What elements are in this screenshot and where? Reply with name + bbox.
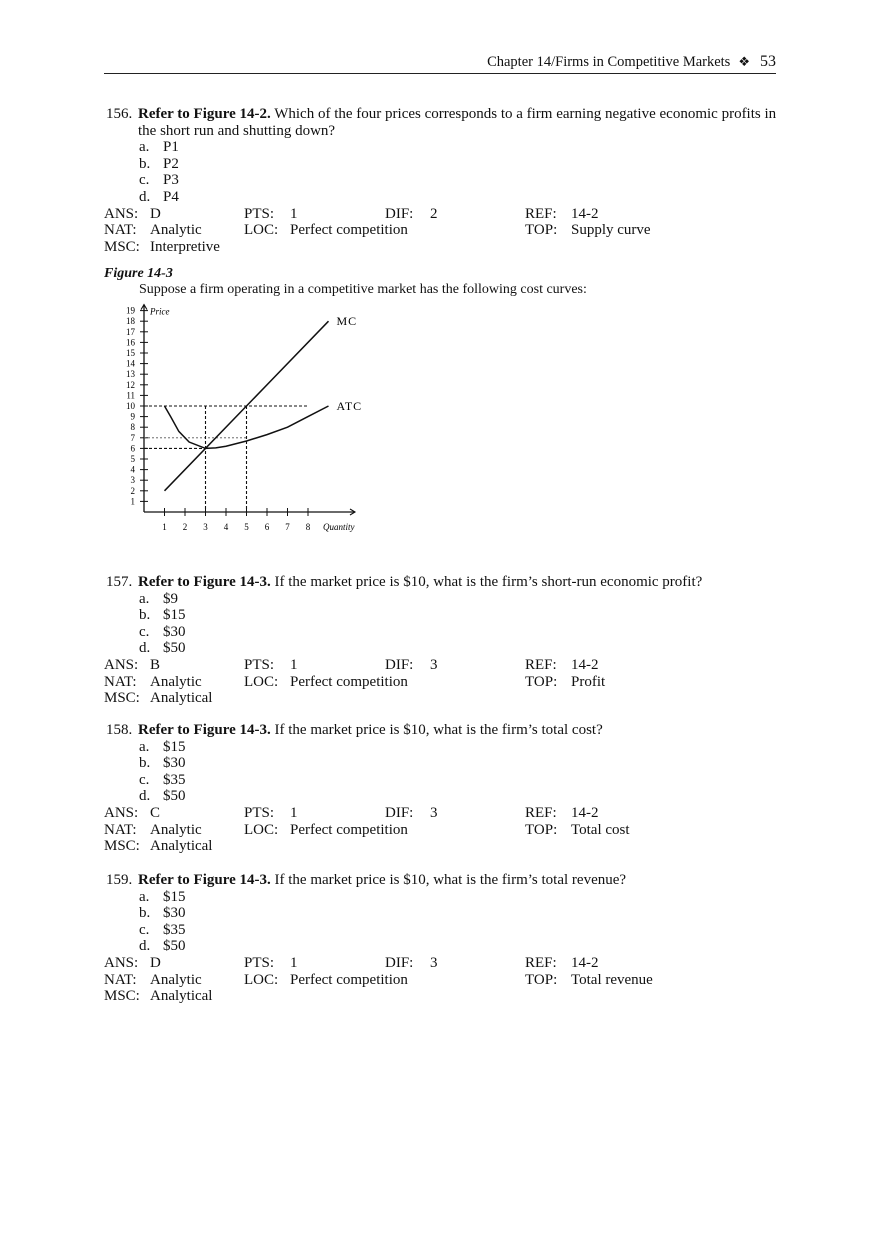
question-text: Which of the four prices corresponds to a firm earning negative economic profits in the short run and shutting down? xyxy=(138,106,777,139)
chapter-title: Chapter 14/Firms in Competitive Markets xyxy=(487,54,731,70)
meta-ref-value: 14-2 xyxy=(571,205,599,222)
meta-top-label: TOP: xyxy=(525,222,558,239)
question-stem xyxy=(104,574,784,591)
page-number: 53 xyxy=(760,53,776,70)
meta-top-value: Total cost xyxy=(571,821,630,838)
meta-ans-label: ANS: xyxy=(104,656,139,673)
answer-meta-row xyxy=(104,239,784,256)
y-tick-label: 15 xyxy=(126,348,135,358)
choice-letter: b. xyxy=(139,755,151,772)
choice-letter: c. xyxy=(139,172,150,189)
meta-loc-value: Perfect competition xyxy=(290,821,408,838)
answer-choice xyxy=(104,772,784,789)
x-tick-label: 1 xyxy=(162,522,167,532)
answer-meta-row xyxy=(104,674,784,691)
choice-text: $50 xyxy=(163,640,186,657)
meta-nat-label: NAT: xyxy=(104,971,137,988)
answer-choice xyxy=(104,889,784,906)
meta-pts-value: 1 xyxy=(290,205,298,222)
choice-text: $15 xyxy=(163,888,186,905)
choice-text: $30 xyxy=(163,905,186,922)
choice-text: $50 xyxy=(163,938,186,955)
meta-msc-value: Interpretive xyxy=(150,238,220,255)
answer-meta-row xyxy=(104,955,784,972)
x-tick-label: 7 xyxy=(285,522,290,532)
series-mc-label: MC xyxy=(336,314,358,329)
meta-dif-label: DIF: xyxy=(385,954,414,971)
meta-msc-value: Analytical xyxy=(150,838,213,855)
question-158 xyxy=(104,722,784,855)
answer-choices xyxy=(104,591,784,657)
meta-dif-label: DIF: xyxy=(385,656,414,673)
meta-top-value: Supply curve xyxy=(571,222,651,239)
meta-pts-label: PTS: xyxy=(244,804,275,821)
answer-choice xyxy=(104,755,784,772)
answer-choice xyxy=(104,922,784,939)
meta-pts-value: 1 xyxy=(290,656,298,673)
answer-choice xyxy=(104,788,784,805)
meta-pts-label: PTS: xyxy=(244,205,275,222)
answer-choices xyxy=(104,889,784,955)
y-tick-label: 3 xyxy=(130,475,135,486)
meta-nat-label: NAT: xyxy=(104,222,137,239)
answer-choice xyxy=(104,607,784,624)
choice-letter: d. xyxy=(139,788,151,805)
meta-ref-label: REF: xyxy=(525,205,557,222)
y-tick-label: 16 xyxy=(126,337,135,348)
page-header xyxy=(104,52,776,74)
y-tick-label: 8 xyxy=(130,422,135,433)
question-stem xyxy=(104,722,784,739)
choice-letter: c. xyxy=(139,921,150,938)
choice-text: $50 xyxy=(163,788,186,805)
choice-letter: a. xyxy=(139,888,150,905)
series-atc-label: ATC xyxy=(336,399,363,413)
meta-msc-value: Analytical xyxy=(150,988,213,1005)
question-text: If the market price is $10, what is the firm’s short-run economic profit? xyxy=(274,574,703,590)
y-tick-label: 5 xyxy=(130,454,135,464)
figure-label: Figure 14-3 xyxy=(104,266,173,281)
x-tick-label: 3 xyxy=(203,522,208,532)
question-figure-ref: Refer to Figure 14-3. xyxy=(138,722,271,738)
choice-text: P4 xyxy=(163,188,179,205)
y-tick-label: 9 xyxy=(130,411,135,422)
choice-letter: b. xyxy=(139,155,151,172)
meta-nat-value: Analytic xyxy=(150,222,202,239)
choice-text: $15 xyxy=(163,738,186,755)
meta-pts-value: 1 xyxy=(290,804,298,821)
choice-text: P3 xyxy=(163,172,179,189)
choice-text: P2 xyxy=(163,155,179,172)
choice-letter: b. xyxy=(139,905,151,922)
meta-ans-label: ANS: xyxy=(104,804,139,821)
y-tick-label: 6 xyxy=(130,443,135,454)
meta-ref-value: 14-2 xyxy=(571,656,599,673)
question-157 xyxy=(104,574,784,707)
choice-letter: a. xyxy=(139,738,150,755)
choice-text: $30 xyxy=(163,623,186,640)
x-tick-label: 5 xyxy=(244,522,249,532)
meta-top-label: TOP: xyxy=(525,821,558,838)
meta-dif-label: DIF: xyxy=(385,205,414,222)
meta-nat-value: Analytic xyxy=(150,673,202,690)
choice-letter: d. xyxy=(139,938,151,955)
y-axis-label: Price xyxy=(150,306,170,317)
meta-ans-value: C xyxy=(150,804,161,821)
meta-pts-label: PTS: xyxy=(244,954,275,971)
choice-text: $9 xyxy=(163,590,178,607)
y-tick-label: 7 xyxy=(130,432,135,443)
question-stem xyxy=(104,872,784,889)
x-axis-label: Quantity xyxy=(323,522,355,532)
x-tick-label: 8 xyxy=(305,522,311,532)
meta-dif-value: 2 xyxy=(430,205,438,222)
answer-meta-row xyxy=(104,972,784,989)
choice-text: $35 xyxy=(163,921,186,938)
choice-letter: a. xyxy=(139,590,150,607)
answer-meta-row xyxy=(104,988,784,1005)
choice-letter: b. xyxy=(139,607,151,624)
answer-meta-row xyxy=(104,206,784,223)
y-tick-label: 13 xyxy=(126,369,135,380)
meta-loc-label: LOC: xyxy=(244,971,279,988)
figure-caption: Suppose a firm operating in a competitive market has the following cost curves: xyxy=(139,282,587,297)
meta-loc-label: LOC: xyxy=(244,222,279,239)
meta-msc-label: MSC: xyxy=(104,238,140,255)
answer-choice xyxy=(104,640,784,657)
question-text: If the market price is $10, what is the firm’s total cost? xyxy=(274,722,603,738)
y-tick-label: 10 xyxy=(126,401,135,411)
meta-msc-label: MSC: xyxy=(104,690,140,707)
answer-meta-row xyxy=(104,822,784,839)
meta-loc-value: Perfect competition xyxy=(290,971,408,988)
question-text: If the market price is $10, what is the firm’s total revenue? xyxy=(274,872,627,888)
meta-msc-value: Analytical xyxy=(150,690,213,707)
answer-choice xyxy=(104,624,784,641)
answer-choice xyxy=(104,905,784,922)
answer-meta-row xyxy=(104,222,784,239)
meta-ref-value: 14-2 xyxy=(571,954,599,971)
answer-choice xyxy=(104,156,784,173)
choice-text: $35 xyxy=(163,771,186,788)
answer-choice xyxy=(104,591,784,608)
meta-ans-value: B xyxy=(150,656,161,673)
question-stem xyxy=(104,106,784,139)
question-number: 157. xyxy=(106,574,133,590)
meta-nat-label: NAT: xyxy=(104,673,137,690)
meta-nat-value: Analytic xyxy=(150,821,202,838)
answer-choice xyxy=(104,938,784,955)
meta-ref-value: 14-2 xyxy=(571,804,599,821)
y-tick-label: 12 xyxy=(126,379,135,390)
meta-loc-label: LOC: xyxy=(244,821,279,838)
meta-nat-value: Analytic xyxy=(150,971,202,988)
y-tick-label: 19 xyxy=(126,305,135,316)
meta-ref-label: REF: xyxy=(525,804,557,821)
choice-letter: a. xyxy=(139,139,150,156)
meta-dif-label: DIF: xyxy=(385,804,414,821)
header-title-line xyxy=(487,53,776,71)
y-tick-label: 17 xyxy=(126,326,135,337)
answer-meta-row xyxy=(104,657,784,674)
meta-ref-label: REF: xyxy=(525,954,557,971)
x-tick-label: 2 xyxy=(182,522,188,532)
y-tick-label: 2 xyxy=(130,485,135,496)
meta-top-value: Total revenue xyxy=(571,971,653,988)
y-tick-label: 4 xyxy=(130,464,135,475)
question-figure-ref: Refer to Figure 14-3. xyxy=(138,872,271,888)
choice-text: $30 xyxy=(163,755,186,772)
meta-ans-label: ANS: xyxy=(104,205,139,222)
meta-loc-value: Perfect competition xyxy=(290,673,408,690)
meta-msc-label: MSC: xyxy=(104,838,140,855)
choice-letter: c. xyxy=(139,771,150,788)
choice-letter: d. xyxy=(139,640,151,657)
question-number: 156. xyxy=(106,106,133,122)
choice-letter: c. xyxy=(139,623,150,640)
meta-pts-value: 1 xyxy=(290,954,298,971)
diamond-icon: ❖ xyxy=(738,54,750,69)
question-number: 159. xyxy=(106,872,133,888)
meta-ans-value: D xyxy=(150,954,161,971)
y-tick-label: 14 xyxy=(126,358,135,369)
meta-dif-value: 3 xyxy=(430,954,438,971)
y-tick-label: 1 xyxy=(130,496,135,507)
question-number: 158. xyxy=(106,722,133,738)
y-tick-label: 18 xyxy=(126,316,135,327)
question-figure-ref: Refer to Figure 14-2. xyxy=(138,106,271,122)
question-figure-ref: Refer to Figure 14-3. xyxy=(138,574,271,590)
answer-choices xyxy=(104,739,784,805)
answer-choice xyxy=(104,189,784,206)
meta-loc-label: LOC: xyxy=(244,673,279,690)
meta-pts-label: PTS: xyxy=(244,656,275,673)
question-156 xyxy=(104,106,784,255)
y-tick-label: 11 xyxy=(126,390,135,401)
meta-dif-value: 3 xyxy=(430,804,438,821)
x-tick-label: 4 xyxy=(223,522,229,532)
meta-loc-value: Perfect competition xyxy=(290,222,408,239)
meta-top-value: Profit xyxy=(571,673,606,690)
meta-dif-value: 3 xyxy=(430,656,438,673)
answer-choices xyxy=(104,139,784,205)
choice-letter: d. xyxy=(139,188,151,205)
meta-ans-label: ANS: xyxy=(104,954,139,971)
answer-meta-row xyxy=(104,805,784,822)
meta-top-label: TOP: xyxy=(525,673,558,690)
answer-meta-row xyxy=(104,690,784,707)
choice-text: P1 xyxy=(163,139,179,156)
meta-ref-label: REF: xyxy=(525,656,557,673)
x-tick-label: 6 xyxy=(264,522,270,532)
choice-text: $15 xyxy=(163,607,186,624)
answer-choice xyxy=(104,172,784,189)
meta-msc-label: MSC: xyxy=(104,988,140,1005)
answer-meta-row xyxy=(104,838,784,855)
meta-nat-label: NAT: xyxy=(104,821,137,838)
answer-choice xyxy=(104,139,784,156)
answer-choice xyxy=(104,739,784,756)
cost-curves-chart xyxy=(104,294,374,539)
meta-ans-value: D xyxy=(150,205,161,222)
meta-top-label: TOP: xyxy=(525,971,558,988)
question-159 xyxy=(104,872,784,1005)
